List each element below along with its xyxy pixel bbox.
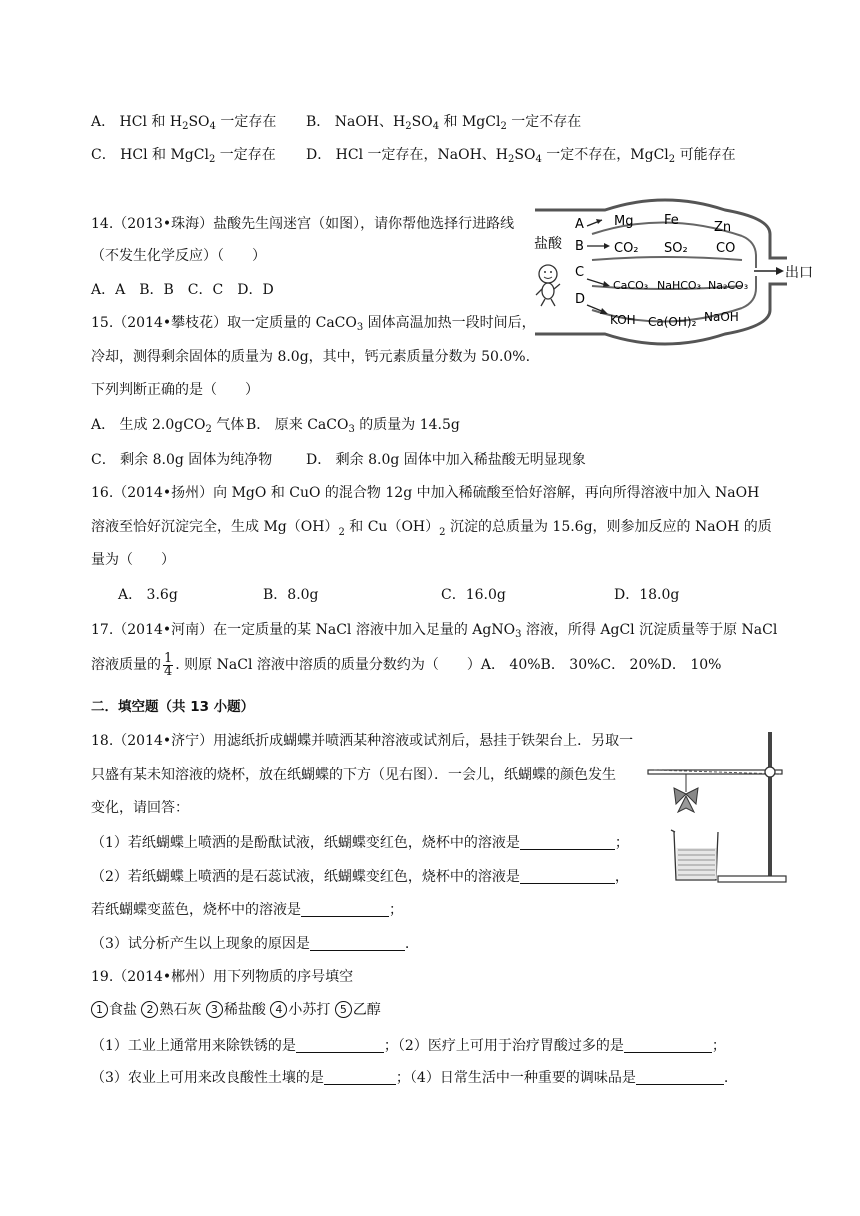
route-item: Mg xyxy=(614,214,634,229)
q15-line3: 下列判断正确的是（ ） xyxy=(91,382,259,398)
route-item: Ca(OH)₂ xyxy=(648,315,697,329)
q16-option-b: B．8.0g xyxy=(263,587,319,603)
answer-blank[interactable] xyxy=(324,1070,396,1085)
route-letter: B xyxy=(575,239,584,254)
item-3: 3 稀盐酸 xyxy=(206,1002,266,1018)
q19-line1: 19.（2014•郴州）用下列物质的序号填空 xyxy=(91,969,354,985)
route-b xyxy=(575,239,735,256)
q18-sub2b: 若纸蝴蝶变蓝色，烧杯中的溶液是 ； xyxy=(91,902,403,918)
route-item: CO₂ xyxy=(614,241,639,256)
route-item: NaOH xyxy=(704,310,739,324)
q18-sub3: （3）试分析产生以上现象的原因是 . xyxy=(91,936,410,952)
item-2: 2 熟石灰 xyxy=(141,1002,201,1018)
route-d xyxy=(575,292,739,329)
q14-options: A．A B．B C．C D．D xyxy=(91,282,274,298)
maze-inner-arc-2 xyxy=(592,257,742,260)
q13-option-d: D． HCl 一定存在，NaOH、$H_2SO_4$ 一定不存在，MgCl$_2$ 可能存在 xyxy=(306,147,736,165)
route-item: Fe xyxy=(664,213,679,228)
q17-line2: 溶液质量的 $\frac{1}{4}$ . 则原 NaCl 溶液中溶质的质量分数约为（ ）A． 40%B． 30%C． 20%D． 10% xyxy=(91,650,722,679)
maze-right-join xyxy=(742,236,756,308)
route-item: CaCO₃ xyxy=(613,279,649,292)
route-item: KOH xyxy=(610,313,636,327)
route-item: Na₂CO₃ xyxy=(708,279,749,292)
q18-line2: 只盛有某未知溶液的烧杯，放在纸蝴蝶的下方（见右图）．一会儿，纸蝴蝶的颜色发生 xyxy=(91,767,616,783)
q18-sub1: （1）若纸蝴蝶上喷洒的是酚酞试液，纸蝴蝶变红色，烧杯中的溶液是 ； xyxy=(91,835,629,851)
q16-line3: 量为（ ） xyxy=(91,552,175,568)
stand-rod xyxy=(768,732,772,878)
answer-blank[interactable] xyxy=(520,835,615,850)
route-item: NaHCO₃ xyxy=(657,279,701,292)
q19-sub1: （1）工业上通常用来除铁锈的是 ；（2）医疗上可用于治疗胃酸过多的是 ； xyxy=(91,1038,726,1054)
maze-start-label: 盐酸 xyxy=(534,236,562,252)
route-item: Zn xyxy=(714,220,732,235)
iron-stand-figure xyxy=(644,730,794,890)
q16-line2: 溶液至恰好沉淀完全，生成 $Mg(OH)_2$ 和 $Cu(OH)_2$ 沉淀的总质量为 15.6g，则参加反应的 NaOH 的质 xyxy=(91,519,772,538)
section-heading: 二．填空题（共 13 小题） xyxy=(91,699,255,715)
route-letter: C xyxy=(575,265,585,280)
answer-blank[interactable] xyxy=(301,902,389,917)
stand-base xyxy=(718,876,786,882)
answer-blank[interactable] xyxy=(520,869,615,884)
beaker-solution xyxy=(677,848,717,879)
maze-bottom-wall xyxy=(535,284,787,344)
q15-option-d: D． 剩余 8.0g 固体中加入稀盐酸无明显现象 xyxy=(306,452,586,468)
q18-line3: 变化，请回答： xyxy=(91,800,189,816)
answer-blank[interactable] xyxy=(296,1038,384,1053)
q15-option-b: B． 原来 CaCO$_3$ 的质量为 14.5g xyxy=(246,417,460,435)
answer-blank[interactable] xyxy=(624,1038,712,1053)
route-letter: A xyxy=(575,217,584,232)
q14-stem-line1: 14.（2013•珠海）盐酸先生闯迷宫（如图），请你帮他选择行进路线 xyxy=(91,216,515,232)
fraction-one-quarter: $\frac{1}{4}$ xyxy=(164,650,173,679)
q13-option-b: B． NaOH、$H_2SO_4$ 和 MgCl$_2$ 一定不存在 xyxy=(306,114,582,132)
q13-option-a: A． HCl 和 $H_2SO_4$ 一定存在 xyxy=(91,114,277,132)
answer-blank[interactable] xyxy=(310,936,405,951)
q16-option-d: D．18.0g xyxy=(614,587,680,603)
maze-figure xyxy=(530,196,830,346)
route-c xyxy=(575,265,748,292)
stand-clamp xyxy=(765,767,775,777)
q16-line1: 16.（2014•扬州）向 MgO 和 CuO 的混合物 12g 中加入稀硫酸至恰好溶解，再向所得溶液中加入 NaOH xyxy=(91,485,760,501)
item-4: 4 小苏打 xyxy=(270,1002,330,1018)
q13-option-c: C． HCl 和 MgCl$_2$ 一定存在 xyxy=(91,147,276,165)
exit-arrowhead xyxy=(776,267,784,275)
q15-line2: 冷却，测得剩余固体的质量为 8.0g，其中，钙元素质量分数为 50.0%. xyxy=(91,349,531,365)
q19-sub2: （3）农业上可用来改良酸性土壤的是 ；（4）日常生活中一种重要的调味品是 . xyxy=(91,1070,729,1086)
route-item: CO xyxy=(716,241,736,256)
route-letter: D xyxy=(575,292,586,307)
maze-exit-label: 出口 xyxy=(785,265,813,281)
q18-sub2: （2）若纸蝴蝶上喷洒的是石蕊试液，纸蝴蝶变红色，烧杯中的溶液是 ， xyxy=(91,869,629,885)
q16-option-a: A． 3.6g xyxy=(118,587,178,603)
q15-option-c: C． 剩余 8.0g 固体为纯净物 xyxy=(91,452,273,468)
item-5: 5 乙醇 xyxy=(335,1002,381,1018)
maze-top-wall xyxy=(535,200,787,258)
q15-option-a: A． 生成 2.0gCO$_2$ 气体 xyxy=(91,417,245,435)
mr-acid-figure xyxy=(536,265,560,306)
q16-option-c: C．16.0g xyxy=(441,587,506,603)
q15-line1: 15.（2014•攀枝花）取一定质量的 CaCO$_3$ 固体高温加热一段时间后， xyxy=(91,315,536,333)
route-item: SO₂ xyxy=(664,241,688,256)
q17-line1: 17.（2014•河南）在一定质量的某 NaCl 溶液中加入足量的 AgNO$_3$ 溶液，所得 AgCl 沉淀质量等于原 NaCl xyxy=(91,622,778,640)
item-1: 1 食盐 xyxy=(91,1002,137,1018)
q14-stem-line2: （不发生化学反应）（ ） xyxy=(91,248,266,264)
q19-items xyxy=(91,1000,381,1020)
answer-blank[interactable] xyxy=(636,1070,724,1085)
q18-line1: 18.（2014•济宁）用滤纸折成蝴蝶并喷洒某种溶液或试剂后，悬挂于铁架台上．另取一 xyxy=(91,733,634,749)
